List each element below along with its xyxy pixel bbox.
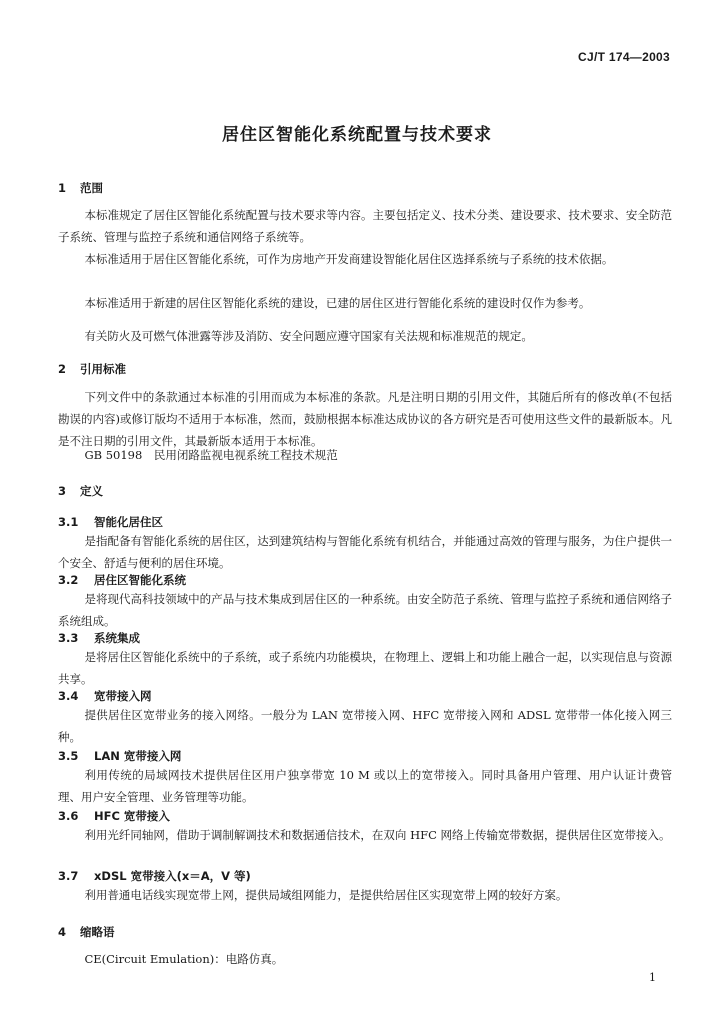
section-2-reference: GB 50198 民用闭路监视电视系统工程技术规范 <box>84 448 338 462</box>
definition-3-7-text: 利用普通电话线实现宽带上网，提供局域组网能力，是提供给居住区实现宽带上网的较好方案。 <box>84 888 568 902</box>
definition-3-2-heading <box>58 572 186 588</box>
definition-3-3-text: 是将居住区智能化系统中的子系统，或子系统内功能模块，在物理上、逻辑上和功能上融合一起，以实现信息与资源共享。 <box>58 650 672 686</box>
section-1-paragraph-3: 本标准适用于新建的居住区智能化系统的建设，已建的居住区进行智能化系统的建设时仅作为参考。 <box>84 296 591 310</box>
section-1-heading <box>58 180 103 196</box>
document-title: 居住区智能化系统配置与技术要求 <box>222 125 492 145</box>
clause-number: 3.6 <box>58 809 79 823</box>
definition-3-1-text: 是指配备有智能化系统的居住区，达到建筑结构与智能化系统有机结合，并能通过高效的管理与服务，为住户提供一个安全、舒适与便利的居住环境。 <box>58 534 672 570</box>
page-number: 1 <box>649 971 656 984</box>
definition-3-2-text: 是将现代高科技领域中的产品与技术集成到居住区的一种系统。由安全防范子系统、管理与监控子系统和通信网络子系统组成。 <box>58 592 672 628</box>
section-title: 引用标准 <box>80 362 126 376</box>
section-number: 1 <box>58 181 67 195</box>
section-title: 范围 <box>80 181 103 195</box>
clause-number: 3.5 <box>58 749 79 763</box>
section-title: 缩略语 <box>80 925 115 939</box>
definition-3-5-heading <box>58 748 181 764</box>
definition-3-7-heading <box>58 868 251 884</box>
definition-3-6-heading <box>58 808 170 824</box>
clause-title: 居住区智能化系统 <box>94 573 186 587</box>
clause-title: 系统集成 <box>94 631 140 645</box>
section-2-heading <box>58 361 126 377</box>
clause-title: xDSL 宽带接入(x＝A，V 等) <box>94 869 251 883</box>
clause-title: HFC 宽带接入 <box>94 809 170 823</box>
section-4-heading <box>58 924 115 940</box>
clause-number: 3.2 <box>58 573 79 587</box>
section-1-paragraph-1: 本标准规定了居住区智能化系统配置与技术要求等内容。主要包括定义、技术分类、建设要求、技术要求、安全防范子系统、管理与监控子系统和通信网络子系统等。 <box>58 208 672 244</box>
definition-3-6-text: 利用光纤同轴网，借助于调制解调技术和数据通信技术，在双向 HFC 网络上传输宽带数据，提供居住区宽带接入。 <box>84 828 671 842</box>
section-number: 3 <box>58 484 67 498</box>
clause-title: 智能化居住区 <box>94 515 163 529</box>
clause-title: 宽带接入网 <box>94 689 152 703</box>
clause-number: 3.4 <box>58 689 79 703</box>
section-2-paragraph-1: 下列文件中的条款通过本标准的引用而成为本标准的条款。凡是注明日期的引用文件，其随后所有的修改单(不包括勘误的内容)或修订版均不适用于本标准，然而，鼓励根据本标准达成协议的各方研究是否可使用这些文件的最新版本。凡是不注日期的引用文件，其最新版本适用于本标准。 <box>58 390 672 448</box>
section-1-paragraph-2: 本标准适用于居住区智能化系统，可作为房地产开发商建设智能化居住区选择系统与子系统的技术依据。 <box>84 252 614 266</box>
definition-3-5-text: 利用传统的局域网技术提供居住区用户独享带宽 10 M 或以上的宽带接入。同时具备用户管理、用户认证计费管理、用户安全管理、业务管理等功能。 <box>58 768 672 804</box>
section-3-heading <box>58 483 103 499</box>
definition-3-4-heading <box>58 688 152 704</box>
section-number: 4 <box>58 925 67 939</box>
definition-3-3-heading <box>58 630 140 646</box>
section-1-paragraph-4: 有关防火及可燃气体泄露等涉及消防、安全问题应遵守国家有关法规和标准规范的规定。 <box>84 329 533 343</box>
definition-3-1-heading <box>58 514 163 530</box>
section-number: 2 <box>58 362 67 376</box>
clause-number: 3.3 <box>58 631 79 645</box>
abbreviation-ce: CE(Circuit Emulation)：电路仿真。 <box>84 952 284 966</box>
clause-number: 3.7 <box>58 869 79 883</box>
standard-code: CJ/T 174—2003 <box>578 50 670 64</box>
definition-3-4-text: 提供居住区宽带业务的接入网络。一般分为 LAN 宽带接入网、HFC 宽带接入网和 ADSL 宽带带一体化接入网三种。 <box>58 708 672 744</box>
clause-title: LAN 宽带接入网 <box>94 749 182 763</box>
clause-number: 3.1 <box>58 515 79 529</box>
section-title: 定义 <box>80 484 103 498</box>
